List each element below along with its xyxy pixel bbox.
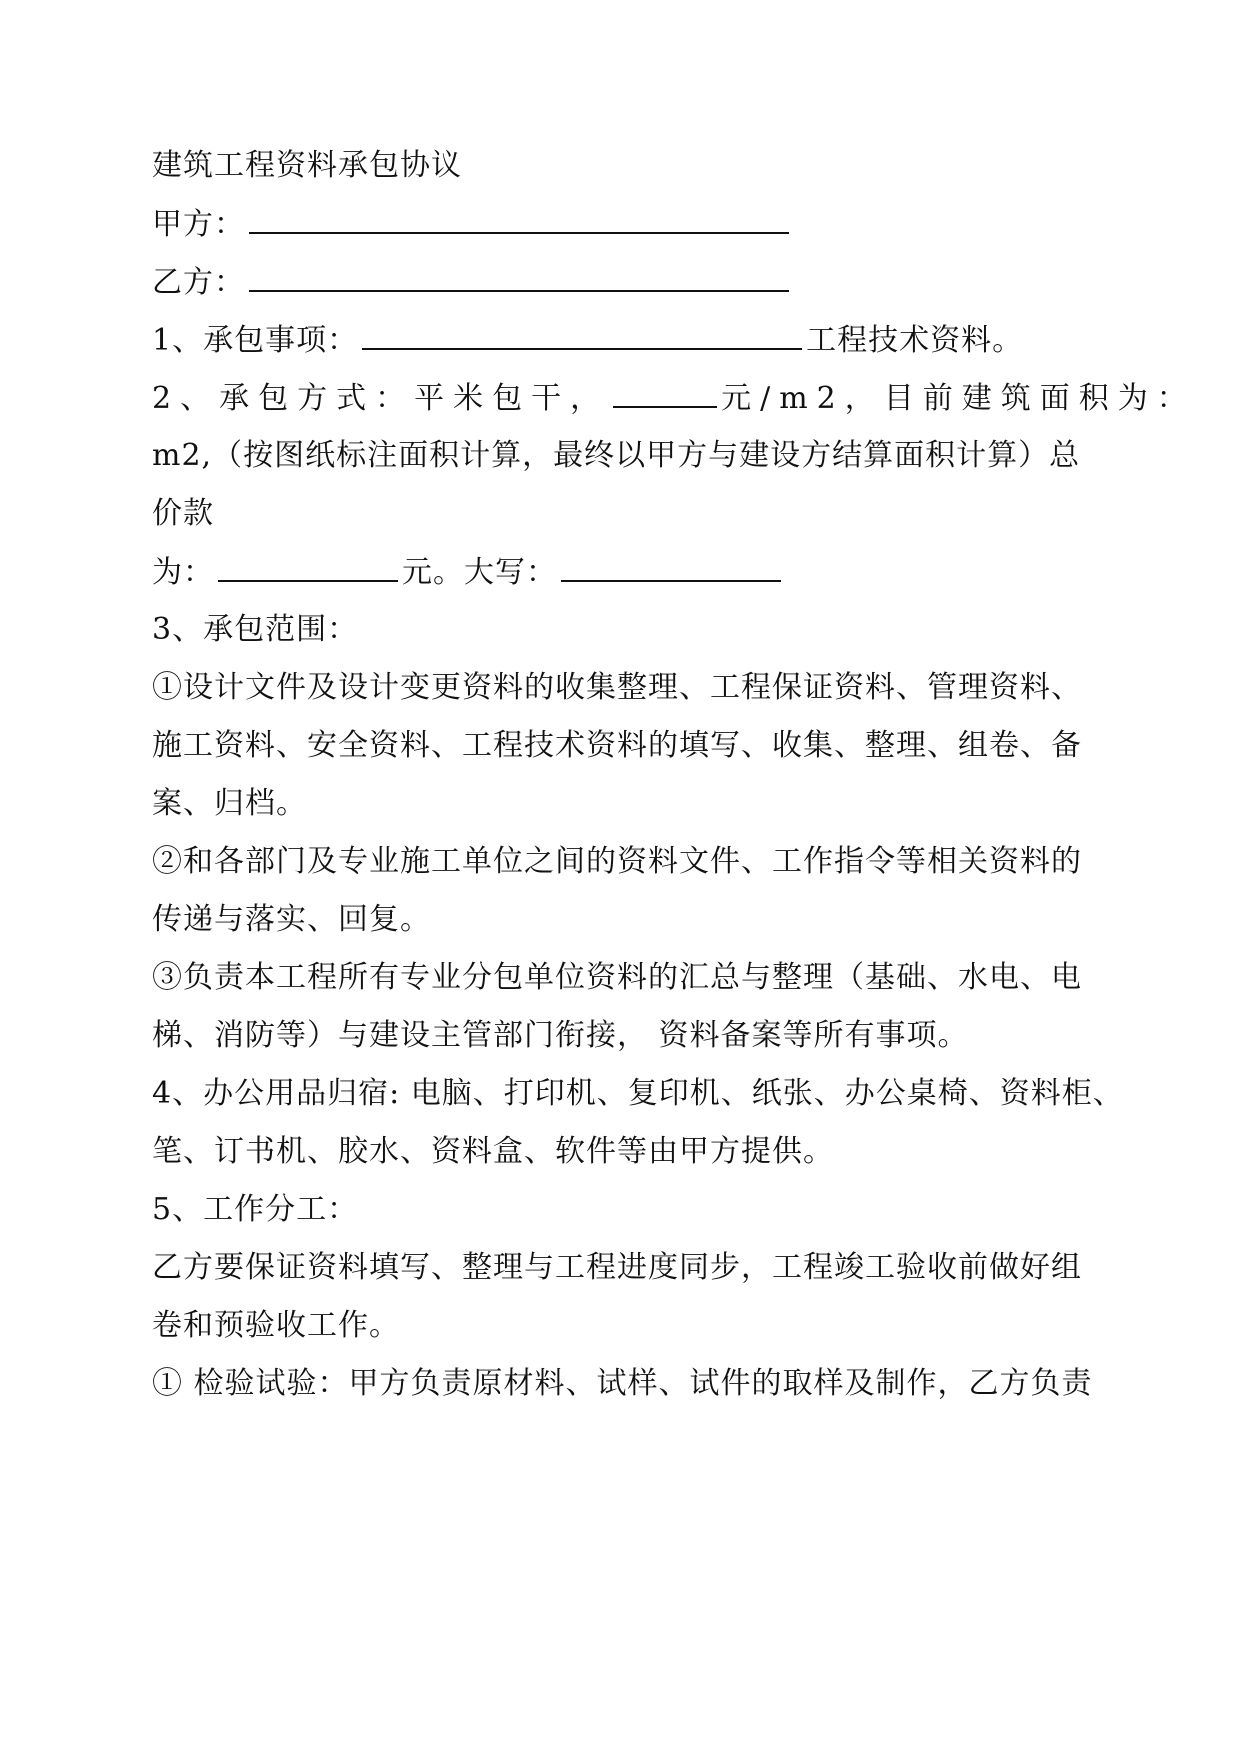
item2-line3: 价款 — [152, 496, 214, 531]
scope3-line2: 梯、消防等）与建设主管部门衔接， 资料备案等所有事项。 — [152, 1018, 969, 1053]
party-a-line — [152, 204, 1092, 245]
item2-total-unit: 元。大写： — [402, 555, 557, 590]
item4-line2: 笔、订书机、胶水、资料盒、软件等由甲方提供。 — [152, 1134, 834, 1169]
item5-sub1: ① 检验试验：甲方负责原材料、试样、试件的取样及制作，乙方负责 — [152, 1366, 1093, 1401]
scope2-line2: 传递与落实、回复。 — [152, 902, 431, 937]
item5-line2: 卷和预验收工作。 — [152, 1308, 400, 1343]
party-b-label: 乙方： — [152, 265, 245, 300]
item3-label: 3、承包范围： — [152, 612, 359, 647]
party-a-label: 甲方： — [152, 207, 245, 242]
scope1-line3: 案、归档。 — [152, 786, 307, 821]
document-title: 建筑工程资料承包协议 — [152, 148, 462, 183]
item2-line2: m2,（按图纸标注面积计算，最终以甲方与建设方结算面积计算）总 — [152, 438, 1081, 473]
item2-price-blank[interactable] — [613, 378, 717, 408]
item2-label: 2、承包方式：平米包干， — [152, 381, 610, 416]
item4-line1: 4、办公用品归宿: 电脑、打印机、复印机、纸张、办公桌椅、资料柜、 — [152, 1076, 1124, 1111]
item1-suffix: 工程技术资料。 — [806, 323, 1024, 358]
item2-total-line — [152, 552, 1092, 593]
scope3-line1: ③负责本工程所有专业分包单位资料的汇总与整理（基础、水电、电 — [152, 960, 1082, 995]
item2-unit: 元/m2，目前建筑面积为： — [721, 381, 1196, 416]
total-amount-blank[interactable] — [218, 552, 398, 582]
item2-line1 — [152, 378, 1196, 419]
item1-label: 1、承包事项： — [152, 323, 359, 358]
scope1-line1: ①设计文件及设计变更资料的收集整理、工程保证资料、管理资料、 — [152, 670, 1082, 705]
item2-total-label: 为： — [152, 555, 214, 590]
item1-blank[interactable] — [362, 320, 802, 350]
party-b-blank[interactable] — [249, 262, 789, 292]
item5-label: 5、工作分工： — [152, 1192, 359, 1227]
total-amount-words-blank[interactable] — [561, 552, 781, 582]
party-a-blank[interactable] — [249, 204, 789, 234]
scope1-line2: 施工资料、安全资料、工程技术资料的填写、收集、整理、组卷、备 — [152, 728, 1082, 763]
item5-line1: 乙方要保证资料填写、整理与工程进度同步，工程竣工验收前做好组 — [152, 1250, 1082, 1285]
item1-line — [152, 320, 1092, 361]
scope2-line1: ②和各部门及专业施工单位之间的资料文件、工作指令等相关资料的 — [152, 844, 1082, 879]
party-b-line — [152, 262, 1092, 303]
